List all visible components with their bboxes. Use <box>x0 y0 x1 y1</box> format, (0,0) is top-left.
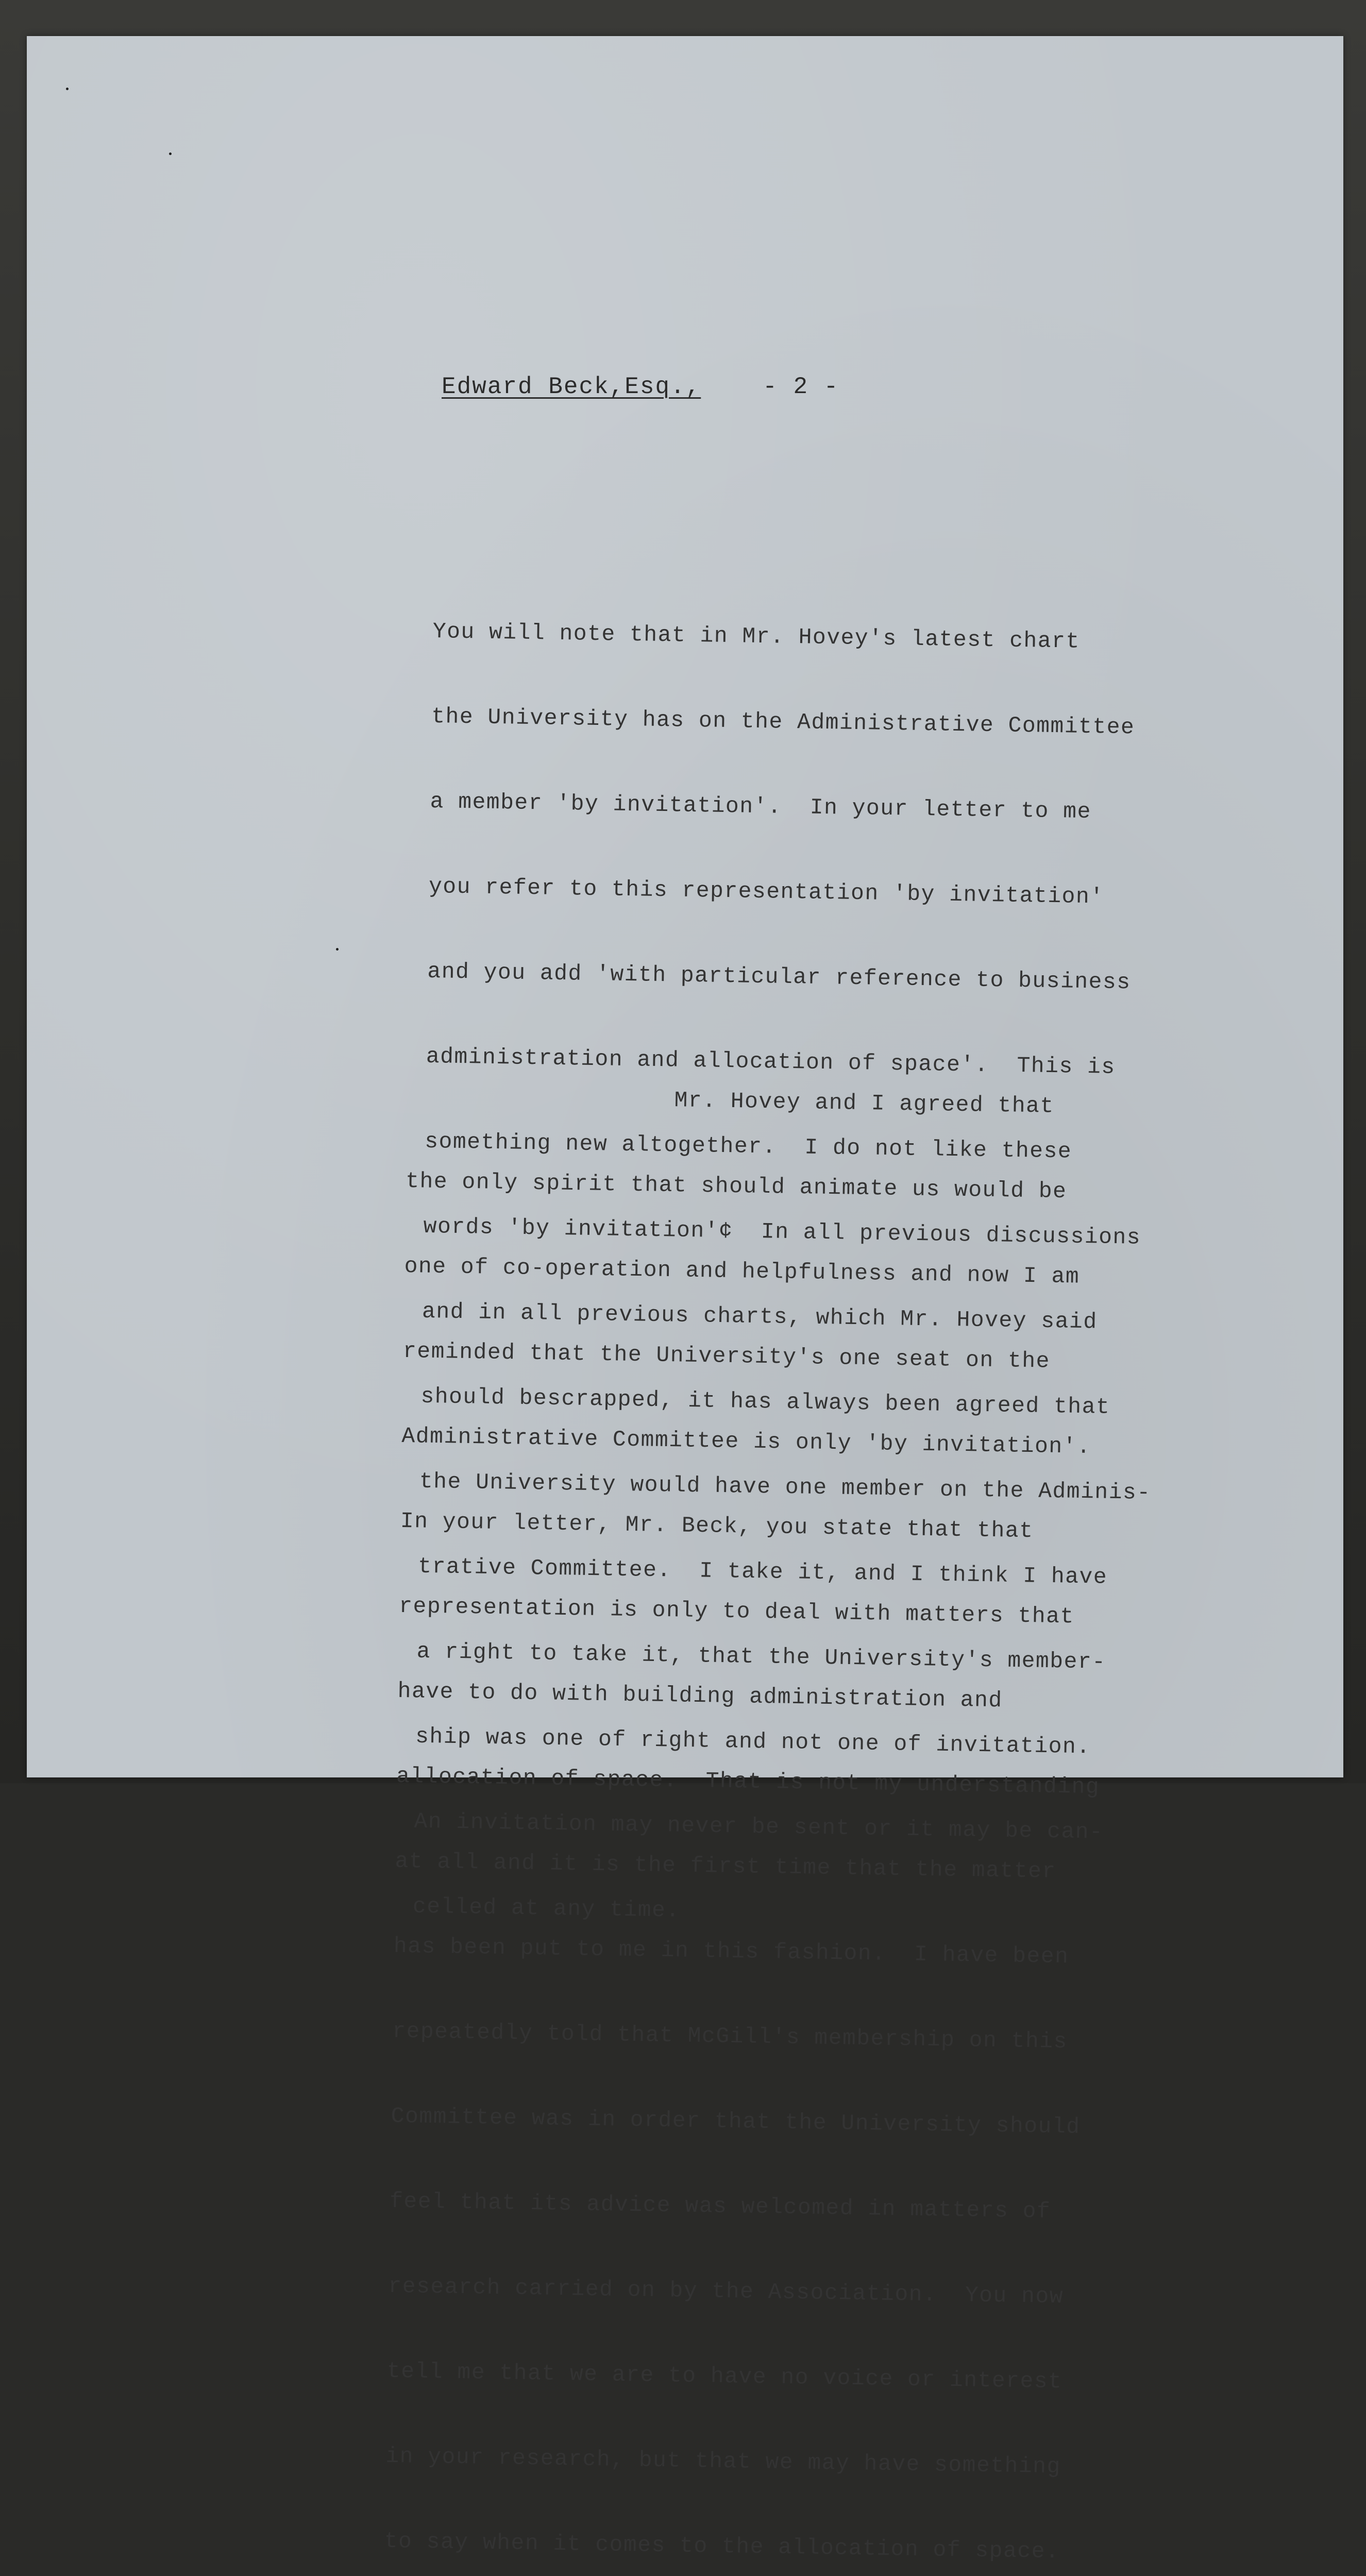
text-line: An invitation may never be sent or it may be can- <box>414 1808 1104 1845</box>
text-line: ship was one of right and not one of invitation. <box>415 1723 1091 1760</box>
text-line: research carried on by the Association. You now <box>388 2273 1064 2310</box>
text-line: In your letter, Mr. Beck, you state that that <box>400 1508 1034 1544</box>
text-line: have to do with building administration and <box>397 1678 1003 1714</box>
text-line: Mr. Hovey and I agreed that <box>407 1083 1055 1119</box>
text-line: you refer to this representation 'by invitation' <box>428 873 1104 910</box>
text-line: words 'by invitation'¢ In all previous discussions <box>423 1213 1141 1250</box>
text-line: representation is only to deal with matters that <box>398 1593 1075 1630</box>
text-line: the University has on the Administrative Committee <box>431 703 1135 740</box>
ink-speck <box>66 88 69 90</box>
text-line: a right to take it, that the University's member- <box>416 1638 1106 1675</box>
addressee: Edward Beck,Esq., <box>442 374 701 400</box>
text-line: something new altogether. I do not like these <box>424 1128 1072 1164</box>
ink-speck <box>169 152 172 155</box>
text-line: one of co-operation and helpfulness and now I am <box>404 1253 1080 1290</box>
text-line: repeatedly told that McGill's membership on this <box>392 2018 1068 2055</box>
text-line: trative Committee. I take it, and I think I have <box>417 1553 1108 1590</box>
text-line: allocation of space. That is not my understanding <box>396 1763 1100 1800</box>
paragraph-2 <box>377 1025 1111 2576</box>
text-line: at all and it is the first time that the matter <box>395 1848 1057 1884</box>
text-line: Committee was in order that the University should <box>391 2103 1081 2140</box>
text-line: has been put to me in this fashion. I have been <box>393 1933 1069 1970</box>
text-line: feel that its advice was welcomed in matters of <box>389 2188 1051 2224</box>
text-line: tell me that we are to have no voice or interest <box>386 2358 1063 2395</box>
text-line: the University would have one member on the Adminis- <box>419 1468 1151 1506</box>
text-line: and you add 'with particular reference to business <box>427 958 1131 995</box>
text-line: reminded that the University's one seat on the <box>402 1338 1051 1374</box>
page-header <box>442 374 839 400</box>
ink-speck <box>336 948 339 951</box>
text-line: the only spirit that should animate us would be <box>405 1168 1067 1205</box>
text-line: to say when it comes to the allocation of space. <box>384 2528 1060 2565</box>
text-line: in your research, but that we may have something <box>385 2443 1061 2480</box>
text-line: should bescrapped, it has always been agreed that <box>420 1383 1110 1420</box>
page-number: - 2 - <box>763 374 839 400</box>
text-line: a member 'by invitation'. In your letter to me <box>430 788 1092 825</box>
letter-page <box>27 36 1343 2565</box>
text-line: celled at any time. <box>412 1893 681 1923</box>
text-line: You will note that in Mr. Hovey's latest chart <box>432 618 1081 654</box>
text-line: and in all previous charts, which Mr. Hovey said <box>421 1298 1098 1335</box>
text-line: administration and allocation of space'. This is <box>426 1043 1116 1080</box>
text-line: Administrative Committee is only 'by invitation'. <box>401 1423 1091 1460</box>
